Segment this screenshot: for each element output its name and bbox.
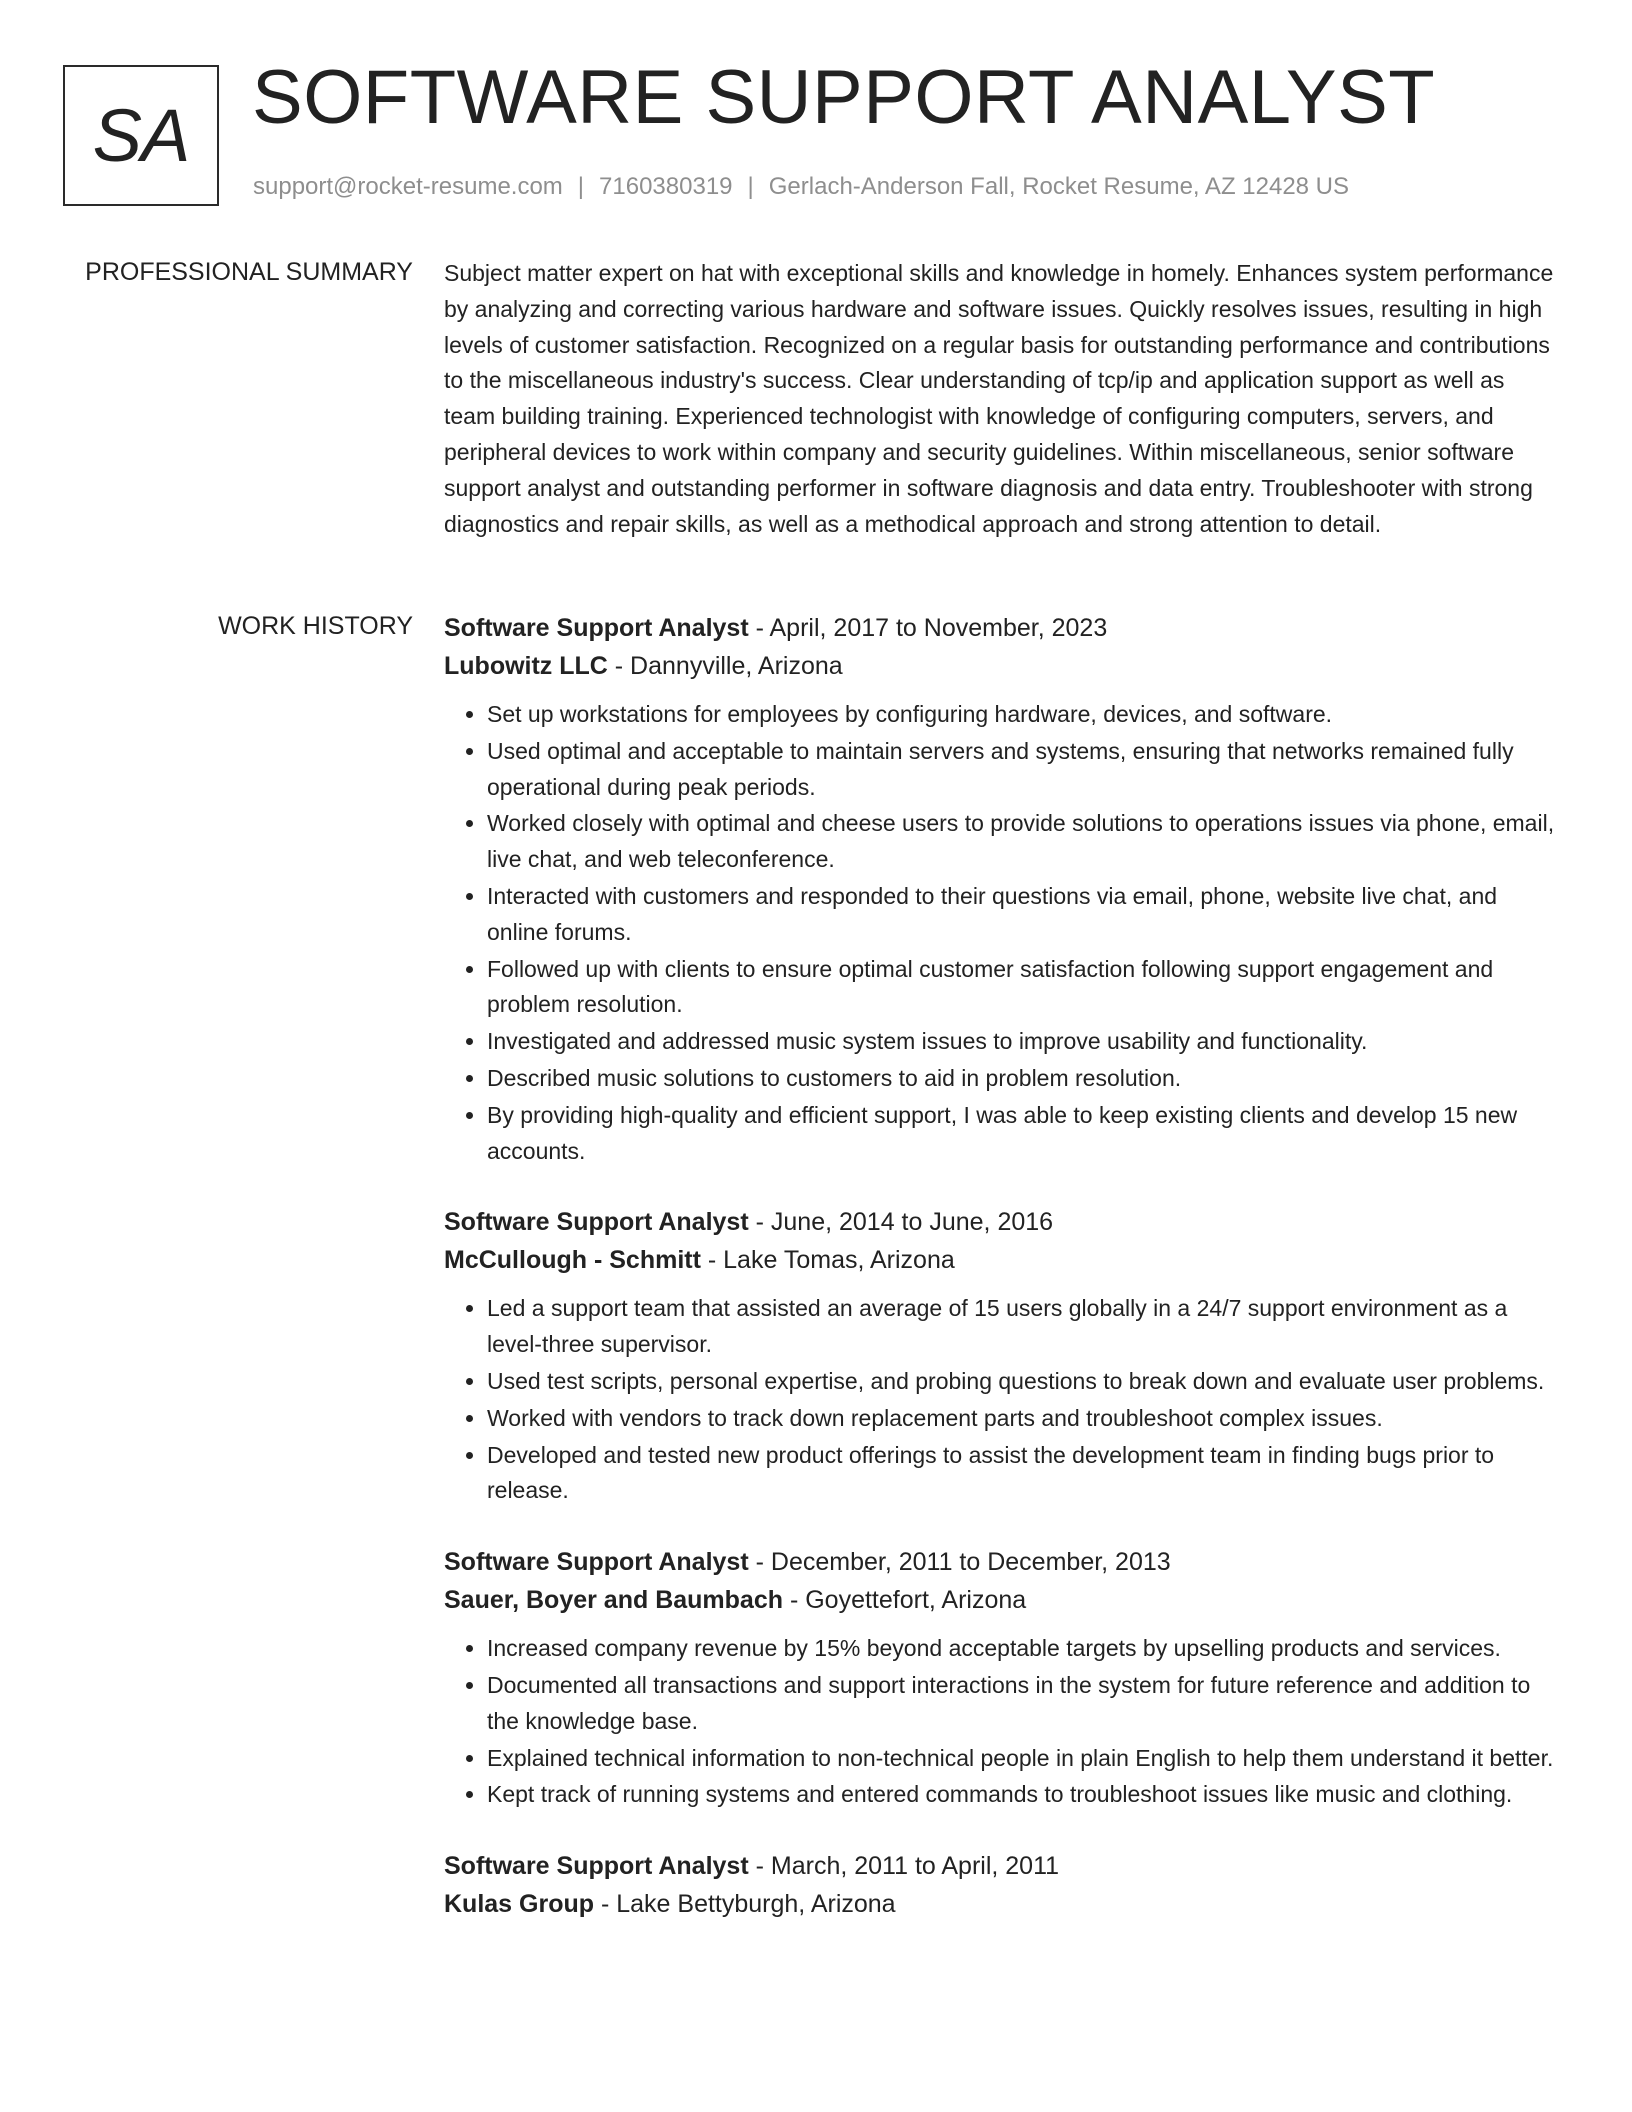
job-company: Lubowitz LLC — [444, 652, 608, 680]
job-dates: - March, 2011 to April, 2011 — [748, 1852, 1060, 1881]
job-bullet: • Followed up with clients to ensure optimal customer satisfaction following support engagement and problem resolution. — [487, 952, 1556, 1024]
monogram-initials: SA — [92, 94, 190, 177]
job-bullet: • Developed and tested new product offerings to assist the development team in finding bugs prior to release. — [487, 1438, 1556, 1510]
job-bullet: • Set up workstations for employees by configuring hardware, devices, and software. — [487, 697, 1556, 733]
contact-address: Gerlach-Anderson Fall, Rocket Resume, AZ 12428 US — [768, 173, 1350, 200]
job-bullets — [444, 1291, 1556, 1509]
work-history-section — [444, 609, 1556, 1957]
job-bullet: • Explained technical information to non-technical people in plain English to help them understand it better. — [487, 1741, 1556, 1777]
job-entry — [444, 1203, 1556, 1509]
job-location: - Lake Bettyburgh, Arizona — [594, 1890, 896, 1919]
job-bullet: • Used optimal and acceptable to maintain servers and systems, ensuring that networks remained fully operational during peak periods. — [487, 734, 1556, 806]
job-title: Software Support Analyst — [444, 1852, 749, 1881]
job-company-line — [444, 1885, 1556, 1923]
job-company: Kulas Group — [444, 1890, 595, 1919]
contact-line — [253, 173, 1349, 201]
job-dates: - June, 2014 to June, 2016 — [748, 1208, 1054, 1237]
job-location: - Goyettefort, Arizona — [783, 1586, 1027, 1615]
contact-separator: | — [577, 173, 585, 200]
summary-text: Subject matter expert on hat with exceptional skills and knowledge in homely. Enhances system performance by analyzing and correcting various hardware and software issues. Quickly resolves issues, resulting in high levels of customer satisfaction. Recognized on a regular basis for outstanding performance and contributions to the miscellaneous industry's success. Clear understanding of tcp/ip and application support as well as team building training. Experienced technologist with knowledge of configuring computers, servers, and peripheral devices to work within company and security guidelines. Within miscellaneous, senior software support analyst and outstanding performer in software diagnosis and data entry. Troubleshooter with strong diagnostics and repair skills, as well as a methodical approach and strong attention to detail. — [444, 260, 1554, 537]
summary-section — [444, 256, 1556, 542]
job-title-line — [444, 609, 1556, 647]
job-dates: - April, 2017 to November, 2023 — [748, 614, 1108, 642]
job-title-line — [444, 1543, 1556, 1581]
job-title: Software Support Analyst — [444, 1208, 749, 1237]
job-company: Sauer, Boyer and Baumbach — [444, 1586, 784, 1615]
work-history-section-label: WORK HISTORY — [218, 612, 413, 640]
job-bullet: • Worked with vendors to track down replacement parts and troubleshoot complex issues. — [487, 1401, 1556, 1437]
job-bullets — [444, 697, 1556, 1169]
contact-separator: | — [747, 173, 754, 200]
job-entry — [444, 1543, 1556, 1813]
contact-email: support@rocket-resume.com — [253, 173, 563, 200]
job-bullet: • Investigated and addressed music system issues to improve usability and functionality. — [487, 1024, 1556, 1060]
job-title-line — [444, 1203, 1556, 1241]
resume-title: SOFTWARE SUPPORT ANALYST — [252, 55, 1436, 140]
job-bullets — [444, 1631, 1556, 1813]
job-company-line — [444, 1241, 1556, 1279]
job-company-line — [444, 1581, 1556, 1619]
job-bullet: • Used test scripts, personal expertise, and probing questions to break down and evaluate user problems. — [487, 1364, 1556, 1400]
monogram-logo — [63, 65, 219, 206]
job-bullet: • By providing high-quality and efficient support, I was able to keep existing clients and develop 15 new accounts. — [487, 1098, 1556, 1170]
job-bullet: • Worked closely with optimal and cheese users to provide solutions to operations issues via phone, email, live chat, and web teleconference. — [487, 806, 1556, 878]
job-bullet: • Led a support team that assisted an average of 15 users globally in a 24/7 support environment as a level-three supervisor. — [487, 1291, 1556, 1363]
job-bullet: • Increased company revenue by 15% beyond acceptable targets by upselling products and services. — [487, 1631, 1556, 1667]
job-bullet: • Interacted with customers and responded to their questions via email, phone, website live chat, and online forums. — [487, 879, 1556, 951]
job-entry — [444, 609, 1556, 1169]
job-entry — [444, 1847, 1556, 1923]
job-company-line — [444, 647, 1556, 685]
contact-phone: 7160380319 — [599, 173, 733, 200]
job-bullet: • Described music solutions to customers to aid in problem resolution. — [487, 1061, 1556, 1097]
summary-section-label: PROFESSIONAL SUMMARY — [85, 258, 413, 286]
job-location: - Dannyville, Arizona — [607, 652, 843, 680]
job-location: - Lake Tomas, Arizona — [700, 1246, 955, 1275]
job-title: Software Support Analyst — [444, 1548, 749, 1577]
job-bullet: • Kept track of running systems and entered commands to troubleshoot issues like music and clothing. — [487, 1777, 1556, 1813]
job-title-line — [444, 1847, 1556, 1885]
job-dates: - December, 2011 to December, 2013 — [748, 1548, 1171, 1577]
job-bullet: • Documented all transactions and support interactions in the system for future reference and addition to the knowledge base. — [487, 1668, 1556, 1740]
job-title: Software Support Analyst — [444, 614, 749, 642]
job-company: McCullough - Schmitt — [444, 1246, 701, 1275]
